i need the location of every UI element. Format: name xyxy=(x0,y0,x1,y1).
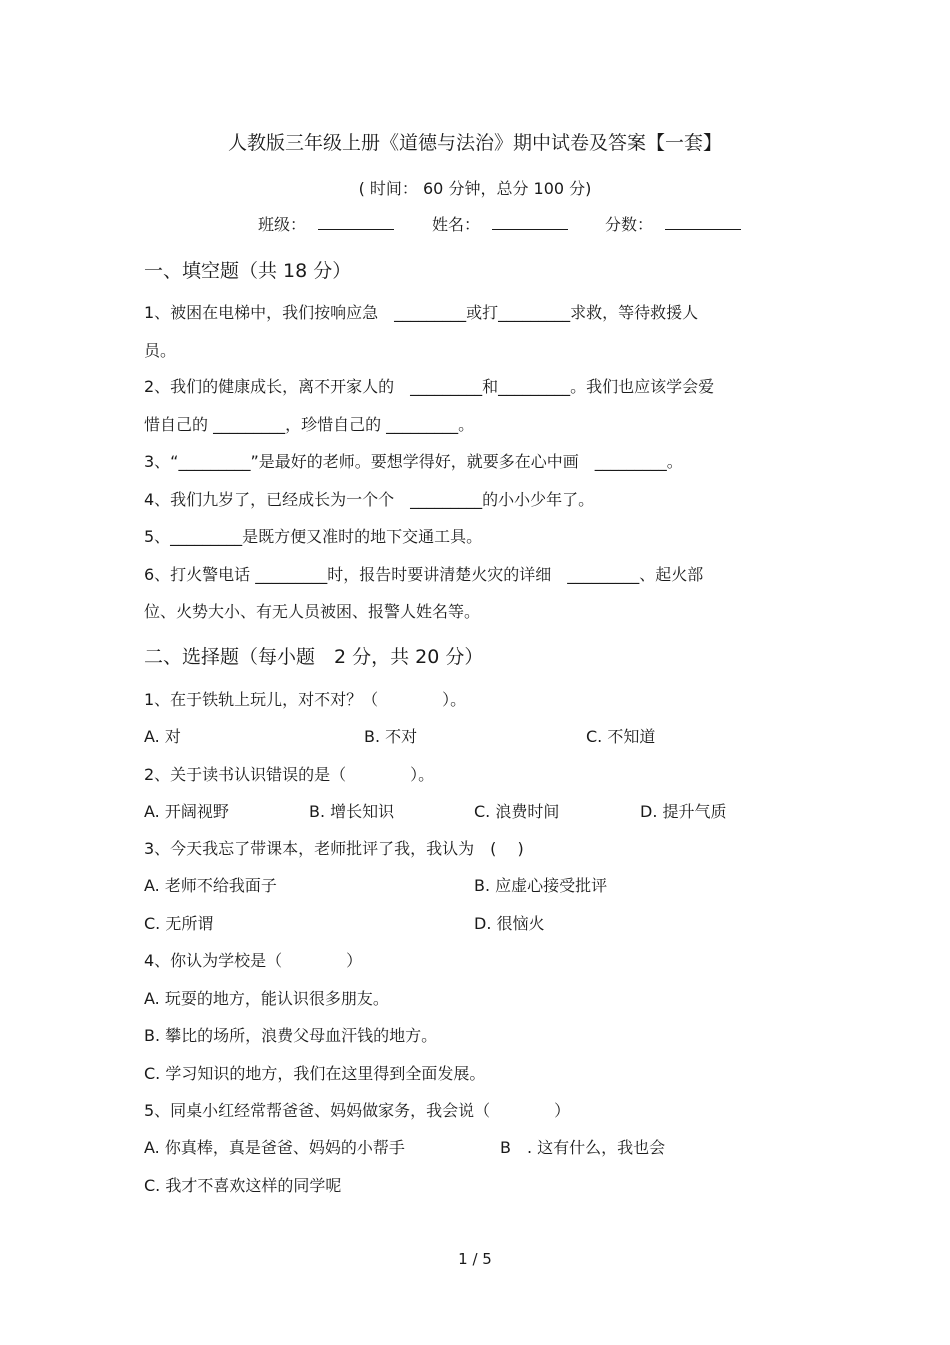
fill-in-line: 3、“_________”是最好的老师。要想学得好，就要多在心中画 _________。 xyxy=(144,452,683,471)
choice-option: D. 提升气质 xyxy=(640,802,727,821)
fill-in-line: 惜自己的 _________，珍惜自己的 _________。 xyxy=(144,415,475,434)
class-blank xyxy=(318,213,394,230)
question-stem: 5、同桌小红经常帮爸爸、妈妈做家务，我会说（ ） xyxy=(144,1101,571,1120)
exam-time-and-score: ( 时间： 60 分钟，总分 100 分) xyxy=(358,179,592,198)
choice-option: B. 攀比的场所，浪费父母血汗钱的地方。 xyxy=(144,1026,438,1045)
fill-in-line: 员。 xyxy=(144,341,177,360)
question-stem: 4、你认为学校是（ ） xyxy=(144,951,363,970)
class-label: 班级： xyxy=(258,215,307,234)
class-field xyxy=(258,212,394,235)
fill-in-line: 4、我们九岁了，已经成长为一个个 _________的小小少年了。 xyxy=(144,490,595,509)
score-blank xyxy=(665,213,741,230)
question-stem: 3、今天我忘了带课本，老师批评了我，我认为 ( ) xyxy=(144,839,524,858)
choice-option: A. 开阔视野 xyxy=(144,802,229,821)
name-label: 姓名： xyxy=(432,215,481,234)
choice-option: A. 老师不给我面子 xyxy=(144,876,277,895)
name-field xyxy=(432,212,568,235)
choice-option: C. 我才不喜欢这样的同学呢 xyxy=(144,1176,342,1195)
fill-in-line: 5、_________是既方便又准时的地下交通工具。 xyxy=(144,527,483,546)
page-indicator: 1 / 5 xyxy=(458,1250,492,1268)
question-stem: 2、关于读书认识错误的是（ ）。 xyxy=(144,765,435,784)
choice-option: B . 这有什么，我也会 xyxy=(500,1138,666,1157)
section-fill-in-heading: 一、填空题（共 18 分） xyxy=(144,260,352,282)
choice-option: A. 你真棒，真是爸爸、妈妈的小帮手 xyxy=(144,1138,405,1157)
fill-in-line: 1、被困在电梯中，我们按响应急 _________或打_________求救，等待救援人 xyxy=(144,303,699,322)
fill-in-line: 位、火势大小、有无人员被困、报警人姓名等。 xyxy=(144,602,481,621)
choice-option: B. 增长知识 xyxy=(309,802,395,821)
score-field xyxy=(605,212,741,235)
page-title: 人教版三年级上册《道德与法治》期中试卷及答案【一套】 xyxy=(227,132,722,154)
choice-option: B. 不对 xyxy=(364,727,418,746)
choice-option: C. 无所谓 xyxy=(144,914,214,933)
choice-option: A. 对 xyxy=(144,727,181,746)
choice-option: D. 很恼火 xyxy=(474,914,545,933)
fill-in-line: 2、我们的健康成长，离不开家人的 _________和_________。我们也应该学会爱 xyxy=(144,377,715,396)
name-blank xyxy=(492,213,568,230)
section-choice-heading: 二、选择题（每小题 2 分，共 20 分） xyxy=(144,646,484,668)
choice-option: B. 应虚心接受批评 xyxy=(474,876,608,895)
fill-in-line: 6、打火警电话 _________时，报告时要讲清楚火灾的详细 _________、起火部 xyxy=(144,565,704,584)
choice-option: C. 浪费时间 xyxy=(474,802,560,821)
question-stem: 1、在于铁轨上玩儿，对不对？（ ）。 xyxy=(144,690,467,709)
choice-option: A. 玩耍的地方，能认识很多朋友。 xyxy=(144,989,389,1008)
choice-option: C. 不知道 xyxy=(586,727,656,746)
score-label: 分数： xyxy=(605,215,654,234)
choice-option: C. 学习知识的地方，我们在这里得到全面发展。 xyxy=(144,1064,486,1083)
